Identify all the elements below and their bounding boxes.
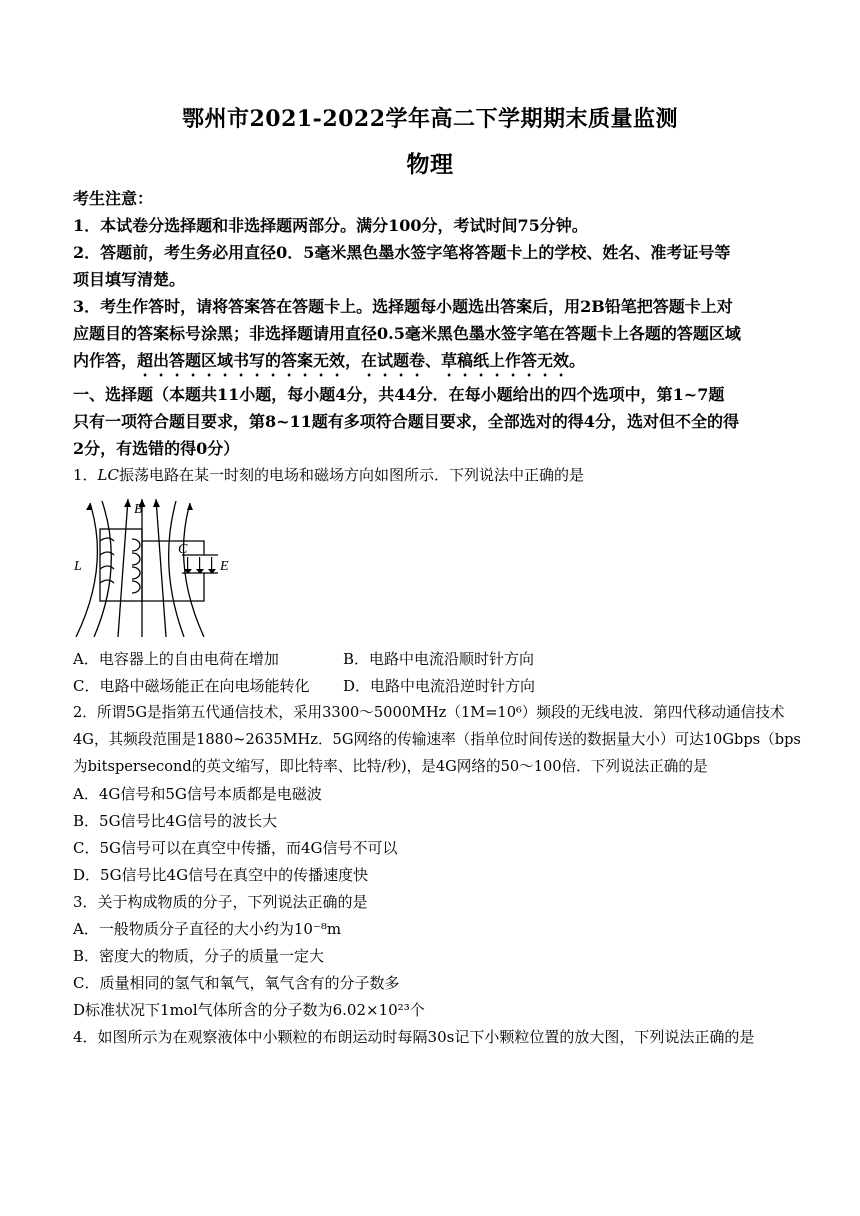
- figure-label-c: C: [178, 542, 188, 557]
- q2-stem-line-1: 2．所谓5G是指第五代通信技术，采用3300～5000MHz（1M=10⁶）频段的无线电波．第四代移动通信技术: [73, 704, 785, 721]
- q1-option-b: B．电路中电流沿顺时针方向: [343, 650, 535, 668]
- q2-option-c: C．5G信号可以在真空中传播，而4G信号不可以: [73, 839, 398, 857]
- q3-option-a: A．一般物质分子直径的大小约为10⁻⁸m: [73, 920, 342, 938]
- q2-option-a: A．4G信号和5G信号本质都是电磁波: [73, 785, 322, 803]
- q1-stem-text: 振荡电路在某一时刻的电场和磁场方向如图所示．下列说法中正确的是: [119, 466, 585, 484]
- figure-label-l: L: [74, 559, 82, 574]
- notice-item-1: 1．本试卷分选择题和非选择题两部分。满分100分，考试时间75分钟。: [73, 216, 588, 235]
- q2-stem-line-2: 4G，其频段范围是1880~2635MHz．5G网络的传输速率（指单位时间传送的数据量大小）可达10Gbps（bps: [73, 731, 801, 748]
- exam-title: 鄂州市2021-2022学年高二下学期期末质量监测: [181, 106, 679, 132]
- q1-option-c: C．电路中磁场能正在向电场能转化: [73, 677, 310, 695]
- section-1-line-3: 2分，有选错的得0分）: [73, 439, 240, 458]
- section-1-line-2: 只有一项符合题目要求，第8~11题有多项符合题目要求，全部选对的得4分，选对但不全的得: [73, 412, 739, 431]
- notice-item-3-line-1: 3．考生作答时，请将答案答在答题卡上。选择题每小题选出答案后，用2B铅笔把答题卡上对: [73, 297, 733, 316]
- notice-item-3-prefix: 内作答，: [73, 351, 138, 370]
- q3-stem: 3．关于构成物质的分子，下列说法正确的是: [73, 893, 368, 911]
- q3-option-d: D标准状况下1mol气体所含的分子数为6.02×10²³个: [73, 1001, 425, 1019]
- q4-stem: 4．如图所示为在观察液体中小颗粒的布朗运动时每隔30s记下小颗粒位置的放大图，下列说法正确的是: [73, 1028, 755, 1046]
- figure-label-b: B: [134, 502, 143, 517]
- notice-item-3-line-2: 应题目的答案标号涂黑；非选择题请用直径0.5毫米黑色墨水签字笔在答题卡上各题的答题区域: [73, 324, 741, 343]
- notice-item-2-line-1: 2．答题前，考生务必用直径0．5毫米黑色墨水签字笔将答题卡上的学校、姓名、准考证号等: [73, 243, 731, 262]
- notice-heading: 考生注意：: [73, 189, 154, 208]
- subject-title: 物理: [406, 151, 454, 178]
- q1-option-a: A．电容器上的自由电荷在增加: [73, 650, 279, 668]
- q2-option-d: D．5G信号比4G信号在真空中的传播速度快: [73, 866, 369, 884]
- q2-option-b: B．5G信号比4G信号的波长大: [73, 812, 278, 830]
- q1-lc-symbol: LC: [97, 466, 119, 484]
- q1-stem: [73, 465, 793, 485]
- notice-item-2-line-2: 项目填写清楚。: [73, 270, 186, 289]
- lc-circuit-figure: [72, 497, 232, 637]
- notice-item-3-suffix: 。: [569, 351, 586, 370]
- q1-number: 1．: [73, 466, 98, 484]
- notice-item-3-emphasis: 超出答题区域书写的答案无效，在试题卷、草稿纸上作答无效: [137, 351, 570, 370]
- notice-item-3-line-3: [73, 351, 793, 380]
- q3-option-b: B．密度大的物质，分子的质量一定大: [73, 947, 325, 965]
- q3-option-c: C．质量相同的氢气和氧气，氧气含有的分子数多: [73, 974, 400, 992]
- section-1-line-1: 一、选择题（本题共11小题，每小题4分，共44分．在每小题给出的四个选项中，第1~7题: [73, 385, 725, 404]
- q2-stem-line-3: 为bitspersecond的英文缩写，即比特率、比特/秒)，是4G网络的50～100倍．下列说法正确的是: [73, 758, 708, 775]
- figure-label-e: E: [220, 559, 229, 574]
- q1-option-d: D．电路中电流沿逆时针方向: [343, 677, 536, 695]
